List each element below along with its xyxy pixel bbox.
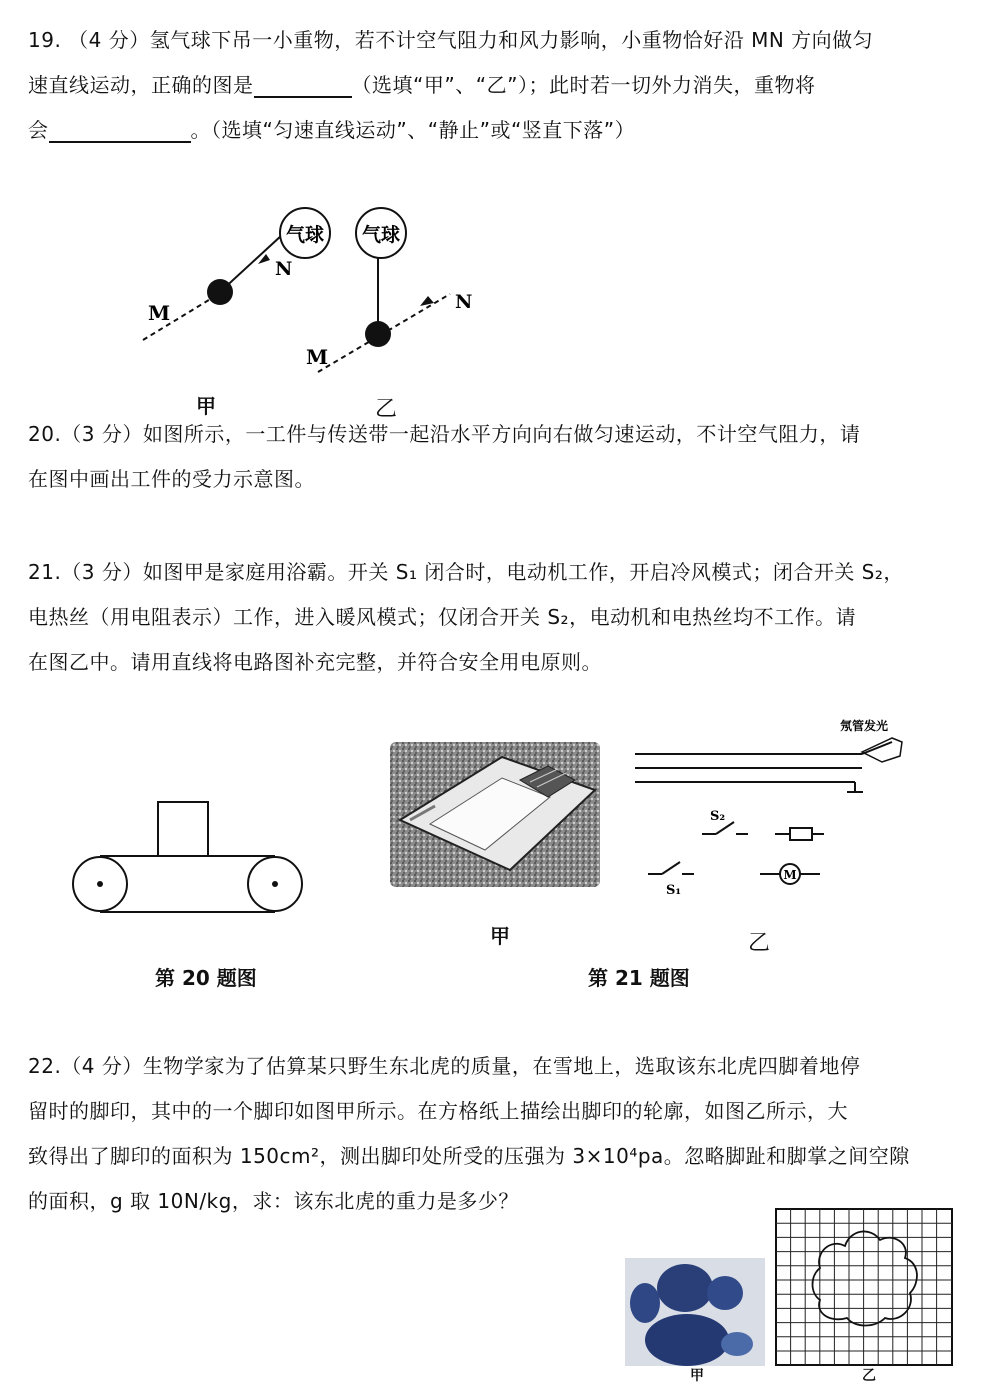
q21-line-1: 21.（3 分）如图甲是家庭用浴霸。开关 S₁ 闭合时，电动机工作，开启冷风模式；闭合开关 S₂， <box>28 560 904 584</box>
q22-line-3: 致得出了脚印的面积为 150cm²，测出脚印处所受的压强为 3×10⁴pa。忽略脚趾和脚掌之间空隙 <box>28 1144 910 1168</box>
conveyor-belt-figure <box>60 790 320 930</box>
q21-line-3: 在图乙中。请用直线将电路图补充完整，并符合安全用电原则。 <box>28 650 602 674</box>
paw-print-photo <box>625 1258 765 1366</box>
q19-line-1: 19. （4 分）氢气球下吊一小重物，若不计空气阻力和风力影响，小重物恰好沿 MN 方向做匀 <box>28 28 874 52</box>
q19-a-balloon-text: 气球 <box>285 224 325 246</box>
q20-line-2: 在图中画出工件的受力示意图。 <box>28 467 315 491</box>
paw-pad <box>645 1314 729 1366</box>
q19-b-balloon-text: 气球 <box>361 224 401 246</box>
motor-label: M <box>783 868 797 882</box>
q19-a-label-m: M <box>148 301 171 325</box>
test-pen-hand <box>862 738 902 762</box>
q20-caption: 第 20 题图 <box>155 966 257 990</box>
right-axle <box>272 881 278 887</box>
paw-shadow <box>721 1332 753 1356</box>
grid-paper-figure <box>775 1208 953 1368</box>
paw-toe-1 <box>657 1264 713 1312</box>
q19-b-label-m: M <box>306 345 329 369</box>
q19-line-2-suffix: （选填“甲”、“乙”）；此时若一切外力消失，重物将 <box>351 73 816 97</box>
question-22 <box>28 1044 973 1224</box>
bath-heater-photo <box>390 742 600 887</box>
q19-a-label-n: N <box>275 258 293 280</box>
q22-line-2: 留时的脚印，其中的一个脚印如图甲所示。在方格纸上描绘出脚印的轮廓，如图乙所示，大 <box>28 1099 848 1123</box>
q20-line-1: 20.（3 分）如图所示，一工件与传送带一起沿水平方向向右做匀速运动，不计空气阻力，请 <box>28 422 861 446</box>
q19-b-arrow <box>420 296 434 306</box>
s1-label: S₁ <box>666 883 682 898</box>
q22-fig-a-label: 甲 <box>690 1368 704 1384</box>
q19-figure <box>0 0 986 420</box>
q19-a-weight <box>207 279 233 305</box>
q21-caption: 第 21 题图 <box>588 966 690 990</box>
circuit-diagram <box>630 712 930 902</box>
tester-label: 氖管发光 <box>840 719 889 733</box>
q21-line-2: 电热丝（用电阻表示）工作，进入暖风模式；仅闭合开关 S₂，电动机和电热丝均不工作。请 <box>28 605 857 629</box>
paw-toe-3 <box>630 1283 660 1323</box>
left-axle <box>97 881 103 887</box>
q22-line-1: 22.（4 分）生物学家为了估算某只野生东北虎的质量，在雪地上，选取该东北虎四脚着地停 <box>28 1054 861 1078</box>
question-21 <box>28 550 973 685</box>
q19-line-3-prefix: 会 <box>28 118 49 142</box>
workpiece[interactable] <box>158 802 208 856</box>
resistor[interactable] <box>790 828 812 840</box>
question-20 <box>28 412 973 502</box>
s2-label: S₂ <box>710 809 726 824</box>
q22-fig-b-label: 乙 <box>862 1368 876 1384</box>
q22-line-4: 的面积，g 取 10N/kg，求：该东北虎的重力是多少？ <box>28 1189 519 1213</box>
q19-figure-a <box>143 208 330 340</box>
q19-fig-a-label: 甲 <box>196 394 216 418</box>
q19-line-3-suffix: 。（选填“匀速直线运动”、“静止”或“竖直下落”） <box>190 118 636 142</box>
q19-fig-b-label: 乙 <box>375 397 398 422</box>
q19-b-label-n: N <box>455 291 473 313</box>
paw-toe-2 <box>707 1276 743 1310</box>
q19-b-weight <box>365 321 391 347</box>
q21-fig-b-label: 乙 <box>748 931 771 956</box>
s1-blade[interactable] <box>662 862 680 874</box>
q19-line-2-prefix: 速直线运动，正确的图是 <box>28 73 254 97</box>
q21-fig-a-label: 甲 <box>490 924 510 948</box>
